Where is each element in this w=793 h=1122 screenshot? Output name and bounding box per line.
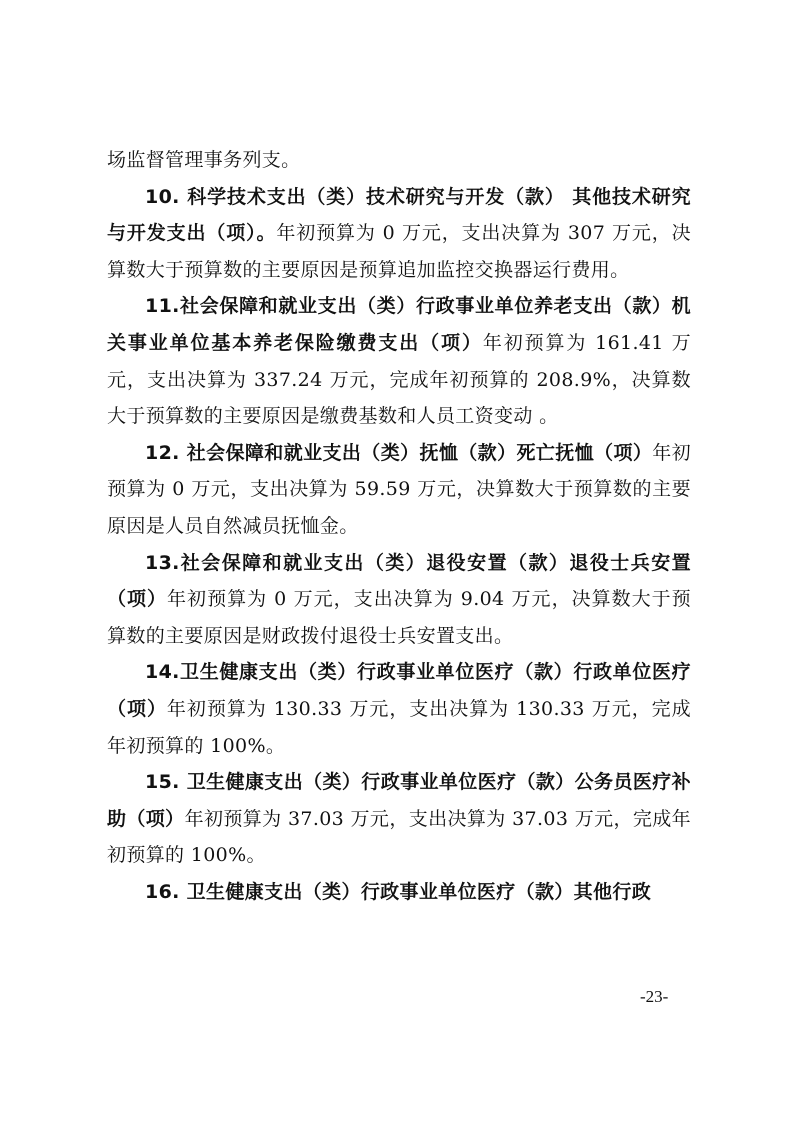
paragraph-2 [107,179,691,289]
paragraph-6-heading: 14.卫生健康支出（类）行政事业单位医疗（款）行政单位医疗（项） [107,661,691,720]
paragraph-5 [107,545,691,655]
paragraph-2-text: 年初预算为 0 万元，支出决算为 307 万元，决算数大于预算数的主要原因是预算追加监控交换器运行费用。 [107,222,692,281]
paragraph-3 [107,288,691,434]
paragraph-4-heading: 12. 社会保障和就业支出（类）抚恤（款）死亡抚恤（项） [145,441,653,464]
paragraph-1-text: 场监督管理事务列支。 [107,149,301,171]
paragraph-7 [107,764,691,874]
paragraph-7-heading: 15. 卫生健康支出（类）行政事业单位医疗（款）公务员医疗补助（项） [107,771,691,830]
paragraph-6 [107,654,691,764]
paragraph-4-text: 年初预算为 0 万元，支出决算为 59.59 万元，决算数大于预算数的主要原因是人员自然减员抚恤金。 [107,441,691,537]
paragraph-7-text: 年初预算为 37.03 万元，支出决算为 37.03 万元，完成年初预算的 100%。 [107,807,691,867]
paragraph-1 [107,142,691,179]
paragraph-5-heading: 13.社会保障和就业支出（类）退役安置（款）退役士兵安置（项） [107,551,691,611]
page-number: -23- [640,987,669,1006]
paragraph-8 [107,874,691,911]
paragraph-3-heading: 11.社会保障和就业支出（类）行政事业单位养老支出（款）机关事业单位基本养老保险缴费支出（项） [107,295,691,354]
paragraph-6-text: 年初预算为 130.33 万元，支出决算为 130.33 万元，完成年初预算的 100%。 [107,697,691,757]
paragraph-2-heading: 10. 科学技术支出（类）技术研究与开发（款） 其他技术研究与开发支出（项）。 [107,185,691,245]
paragraph-4 [107,435,691,545]
paragraph-3-text: 年初预算为 161.41 万元，支出决算为 337.24 万元，完成年初预算的 208.9%，决算数大于预算数的主要原因是缴费基数和人员工资变动 。 [107,331,691,428]
paragraph-5-text: 年初预算为 0 万元，支出决算为 9.04 万元，决算数大于预算数的主要原因是财政拨付退役士兵安置支出。 [107,588,691,647]
paragraph-8-heading: 16. 卫生健康支出（类）行政事业单位医疗（款）其他行政 [145,880,652,903]
document-body [107,142,691,910]
